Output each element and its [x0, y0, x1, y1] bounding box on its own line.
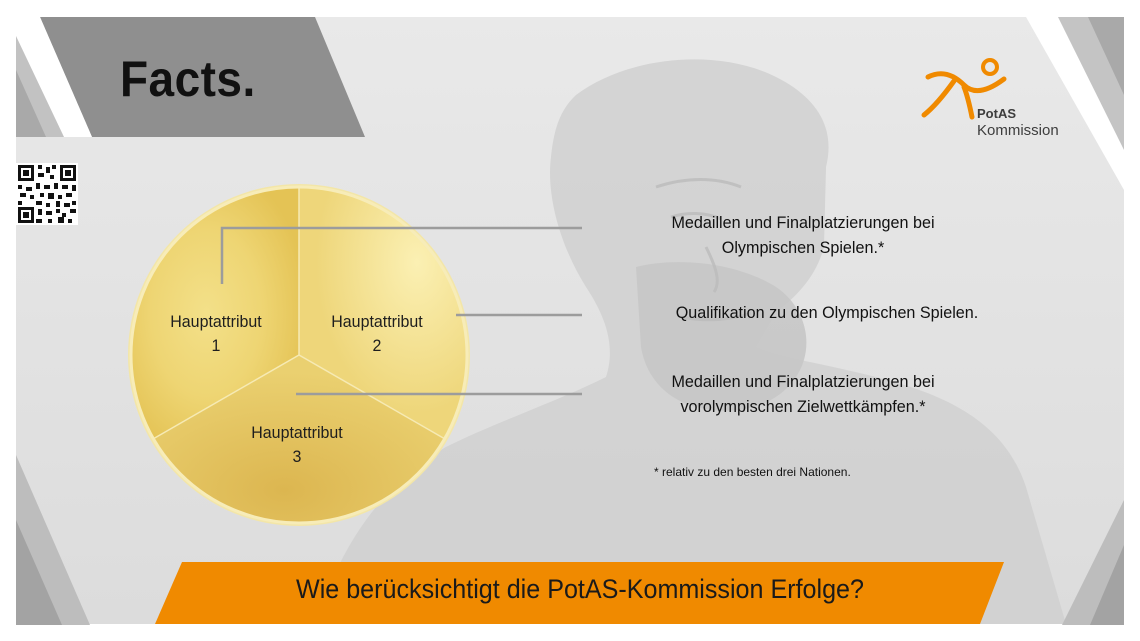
banner-question: Wie berücksichtigt die PotAS-Kommission Erfolge?: [296, 574, 864, 604]
description-1: [632, 210, 974, 260]
description-1-line-2: Olympischen Spielen.*: [721, 238, 885, 257]
footnote: * relativ zu den besten drei Nationen.: [654, 465, 851, 479]
description-3-line-2: vorolympischen Zielwettkämpfen.*: [680, 397, 926, 416]
description-3: [632, 369, 974, 419]
slice-label-1: [150, 310, 282, 358]
slice-label-2: [311, 310, 443, 358]
description-1-line-1: Medaillen und Finalplatzierungen bei: [671, 213, 935, 232]
slice-label-3: [231, 421, 363, 469]
slice-1-title: Hauptattribut: [170, 312, 262, 331]
description-2-line-1: Qualifikation zu den Olympischen Spielen.: [675, 303, 979, 322]
description-2: [630, 300, 1023, 325]
slice-3-title: Hauptattribut: [251, 423, 343, 442]
slice-2-title: Hauptattribut: [331, 312, 423, 331]
page-title: Facts.: [120, 51, 256, 107]
slice-2-number: 2: [372, 336, 382, 355]
slice-3-number: 3: [292, 447, 302, 466]
slice-1-number: 1: [211, 336, 221, 355]
brand-name: PotAS: [977, 106, 1016, 121]
brand-subtitle: Kommission: [977, 122, 1059, 139]
description-3-line-1: Medaillen und Finalplatzierungen bei: [671, 372, 935, 391]
